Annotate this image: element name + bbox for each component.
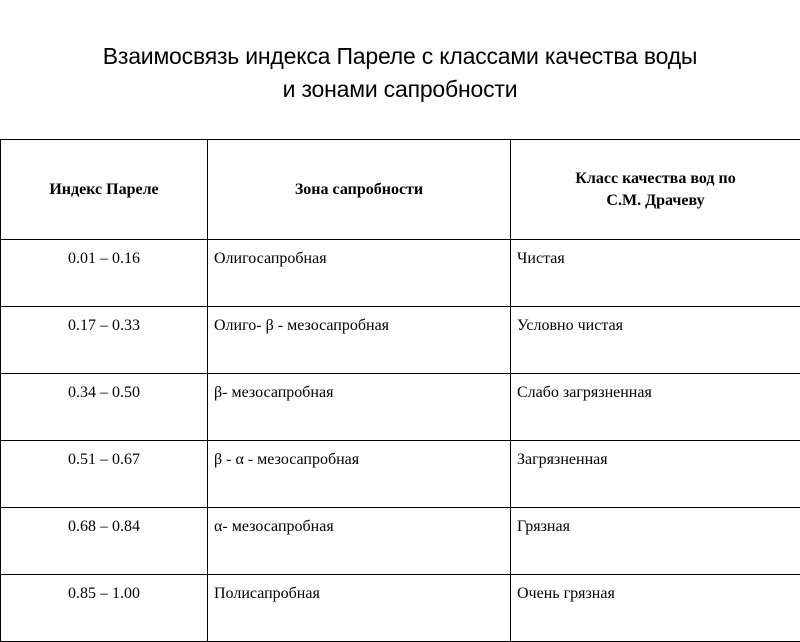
cell-class: Загрязненная bbox=[511, 441, 800, 508]
table-row bbox=[1, 441, 800, 508]
cell-index: 0.17 – 0.33 bbox=[1, 307, 208, 374]
cell-zone: Олиго- β - мезосапробная bbox=[208, 307, 511, 374]
cell-class: Грязная bbox=[511, 508, 800, 575]
cell-zone: Олигосапробная bbox=[208, 240, 511, 307]
table-row bbox=[1, 508, 800, 575]
table-row bbox=[1, 575, 800, 642]
cell-class: Чистая bbox=[511, 240, 800, 307]
cell-index: 0.01 – 0.16 bbox=[1, 240, 208, 307]
header-class bbox=[511, 140, 800, 240]
slide-title bbox=[0, 40, 800, 106]
cell-zone: β - α - мезосапробная bbox=[208, 441, 511, 508]
cell-class: Слабо загрязненная bbox=[511, 374, 800, 441]
table-row bbox=[1, 374, 800, 441]
header-index: Индекс Пареле bbox=[1, 140, 208, 240]
cell-zone: β- мезосапробная bbox=[208, 374, 511, 441]
cell-index: 0.68 – 0.84 bbox=[1, 508, 208, 575]
table-header-row bbox=[1, 140, 800, 240]
header-class-line-1: Класс качества вод по bbox=[517, 168, 794, 190]
cell-index: 0.85 – 1.00 bbox=[1, 575, 208, 642]
table-row bbox=[1, 307, 800, 374]
cell-class: Условно чистая bbox=[511, 307, 800, 374]
header-zone: Зона сапробности bbox=[208, 140, 511, 240]
header-class-line-2: С.М. Драчеву bbox=[517, 190, 794, 212]
cell-class: Очень грязная bbox=[511, 575, 800, 642]
cell-index: 0.34 – 0.50 bbox=[1, 374, 208, 441]
cell-zone: α- мезосапробная bbox=[208, 508, 511, 575]
cell-index: 0.51 – 0.67 bbox=[1, 441, 208, 508]
title-line-1: Взаимосвязь индекса Пареле с классами качества воды bbox=[0, 40, 800, 73]
table-row bbox=[1, 240, 800, 307]
title-line-2: и зонами сапробности bbox=[0, 73, 800, 106]
saprobity-table bbox=[0, 139, 800, 642]
cell-zone: Полисапробная bbox=[208, 575, 511, 642]
